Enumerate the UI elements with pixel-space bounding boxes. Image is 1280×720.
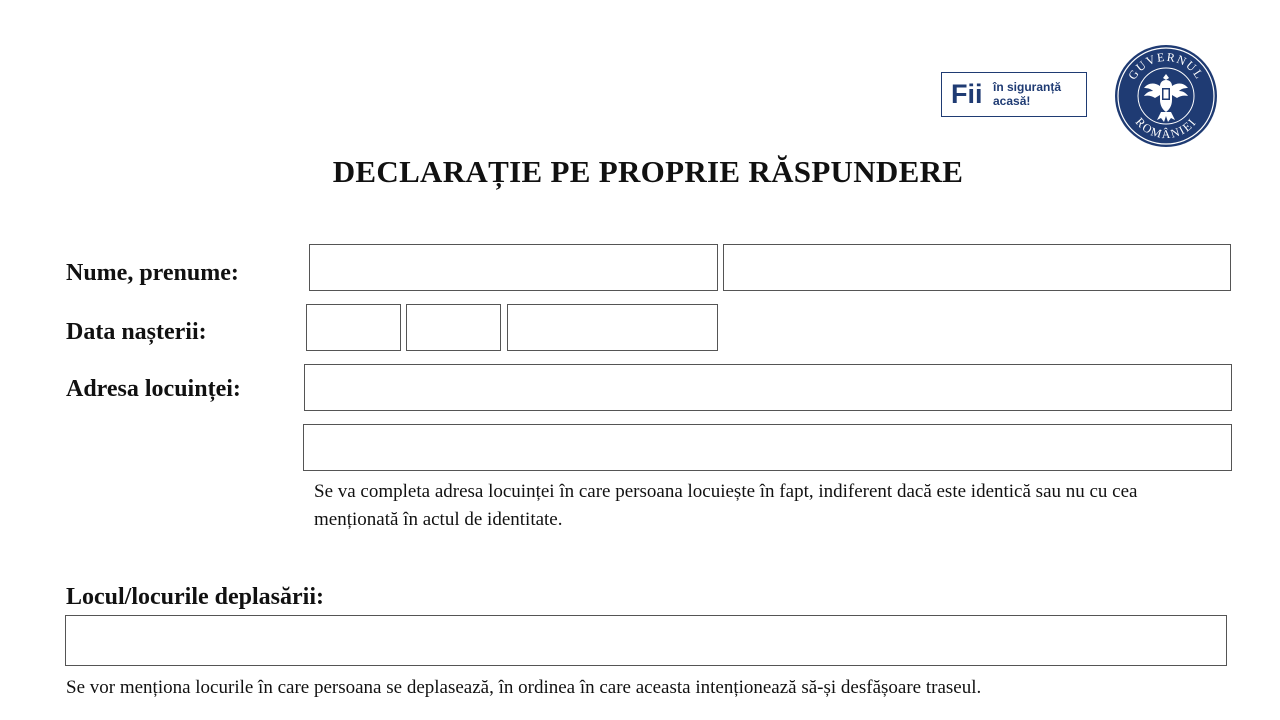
birth-day-input[interactable] xyxy=(306,304,401,351)
first-name-input[interactable] xyxy=(723,244,1231,291)
campaign-logo-line2: acasă! xyxy=(993,94,1031,108)
government-seal xyxy=(1114,44,1218,148)
address-line2-input[interactable] xyxy=(303,424,1232,471)
seal-top-text: GUVERNUL xyxy=(1125,49,1207,83)
campaign-logo-line1: în siguranță xyxy=(993,80,1062,94)
destination-help-text: Se vor menționa locurile în care persoana se deplasează, în ordinea în care aceasta intenționează să-și desfășoare traseul. xyxy=(66,677,982,698)
campaign-logo xyxy=(941,72,1087,117)
birth-month-input[interactable] xyxy=(406,304,501,351)
last-name-input[interactable] xyxy=(309,244,718,291)
page-title: DECLARAȚIE PE PROPRIE RĂSPUNDERE xyxy=(332,154,964,189)
birth-year-input[interactable] xyxy=(507,304,718,351)
destination-label: Locul/locurile deplasării: xyxy=(66,584,324,610)
birth-date-label: Data nașterii: xyxy=(66,319,207,345)
name-label: Nume, prenume: xyxy=(66,260,239,286)
campaign-logo-big-text: Fii xyxy=(951,79,983,109)
address-label: Adresa locuinței: xyxy=(66,376,241,402)
destination-input[interactable] xyxy=(65,615,1227,666)
address-line1-input[interactable] xyxy=(304,364,1232,411)
address-help-text: Se va completa adresa locuinței în care persoana locuiește în fapt, indiferent dacă este identică sau nu cu cea menționată în actul de identitate. xyxy=(314,481,1138,530)
seal-bottom-text: ROMÂNIEI xyxy=(1132,114,1200,142)
